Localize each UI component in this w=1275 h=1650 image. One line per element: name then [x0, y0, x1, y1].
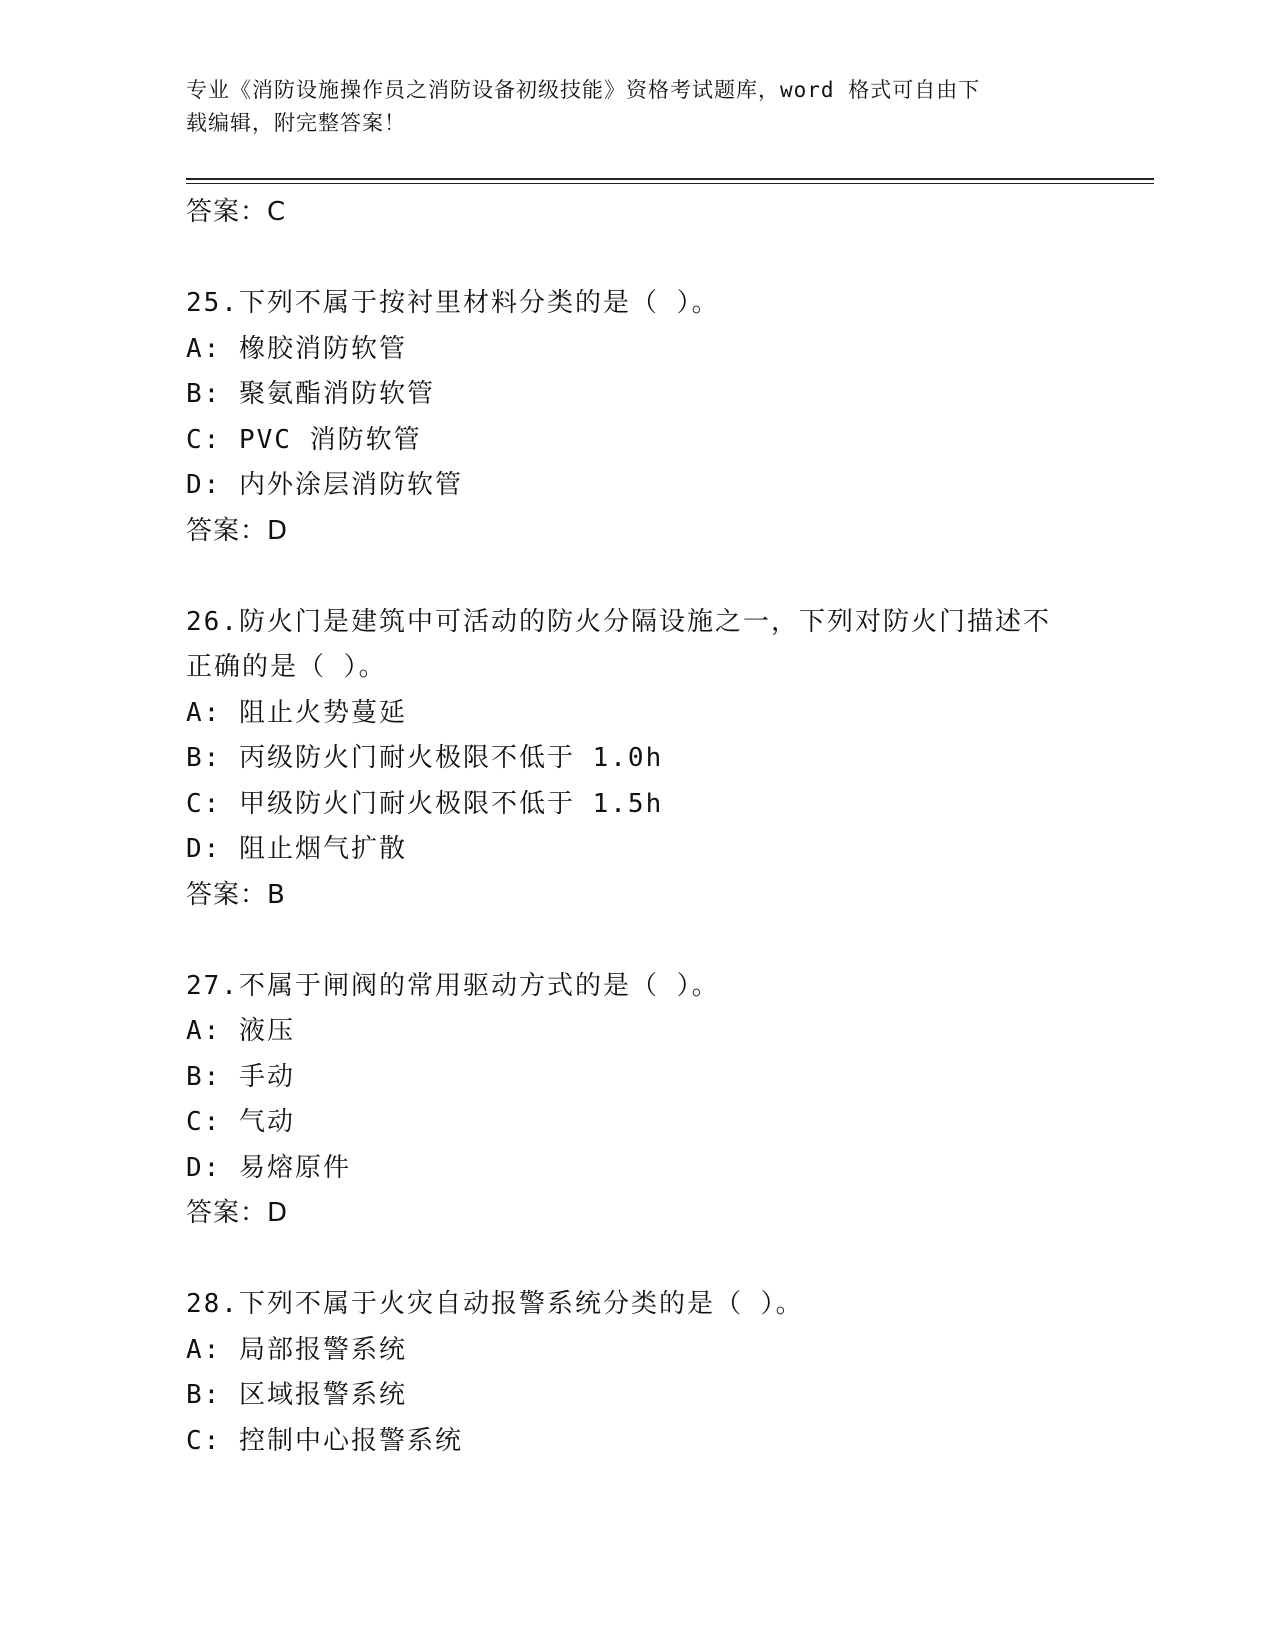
- question-25-option-c: C: PVC 消防软管: [186, 424, 422, 455]
- spacer: [186, 236, 1154, 282]
- question-27: [186, 964, 1154, 1237]
- question-25-option-a: A: 橡胶消防软管: [186, 333, 407, 364]
- question-27-stem: 27.不属于闸阀的常用驱动方式的是（ ）。: [186, 970, 720, 1001]
- spacer: [186, 918, 1154, 964]
- question-28-option-a: A: 局部报警系统: [186, 1334, 407, 1365]
- question-26-option-a: A: 阻止火势蔓延: [186, 697, 407, 728]
- question-25-option-b: B: 聚氨酯消防软管: [186, 379, 435, 409]
- question-26-answer: 答案：B: [186, 879, 286, 910]
- header-line-1: 专业《消防设施操作员之消防设备初级技能》资格考试题库，word 格式可自由下: [186, 78, 981, 102]
- question-25-stem: 25.下列不属于按衬里材料分类的是（ ）。: [186, 288, 720, 318]
- header-line-2: 载编辑，附完整答案！: [186, 111, 406, 135]
- question-28-option-b: B: 区域报警系统: [186, 1380, 407, 1410]
- question-27-option-c: C: 气动: [186, 1107, 295, 1137]
- question-27-option-d: D: 易熔原件: [186, 1152, 351, 1183]
- question-28-stem: 28.下列不属于火灾自动报警系统分类的是（ ）。: [186, 1289, 804, 1319]
- question-25-answer: 答案：D: [186, 515, 289, 546]
- question-26-option-b: B: 丙级防火门耐火极限不低于 1.0h: [186, 743, 664, 773]
- question-27-option-b: B: 手动: [186, 1061, 295, 1092]
- document-header: [186, 74, 1066, 140]
- header-divider-thin: [186, 183, 1154, 184]
- header-divider-thick: [186, 178, 1154, 180]
- question-26-option-c: C: 甲级防火门耐火极限不低于 1.5h: [186, 788, 664, 819]
- question-list: [186, 190, 1154, 1464]
- spacer: [186, 1237, 1154, 1283]
- question-26: [186, 600, 1154, 919]
- question-25-option-d: D: 内外涂层消防软管: [186, 470, 463, 500]
- question-27-option-a: A: 液压: [186, 1016, 295, 1046]
- question-26-stem-line-1: 26.防火门是建筑中可活动的防火分隔设施之一，下列对防火门描述不: [186, 606, 1051, 637]
- answer-24: 答案：C: [186, 197, 287, 227]
- question-28: [186, 1282, 1154, 1464]
- question-26-option-d: D: 阻止烟气扩散: [186, 834, 407, 864]
- question-26-stem-line-2: 正确的是（ ）。: [186, 652, 387, 682]
- question-25: [186, 281, 1154, 554]
- question-27-answer: 答案：D: [186, 1198, 289, 1228]
- question-28-option-c: C: 控制中心报警系统: [186, 1425, 463, 1456]
- spacer: [186, 554, 1154, 600]
